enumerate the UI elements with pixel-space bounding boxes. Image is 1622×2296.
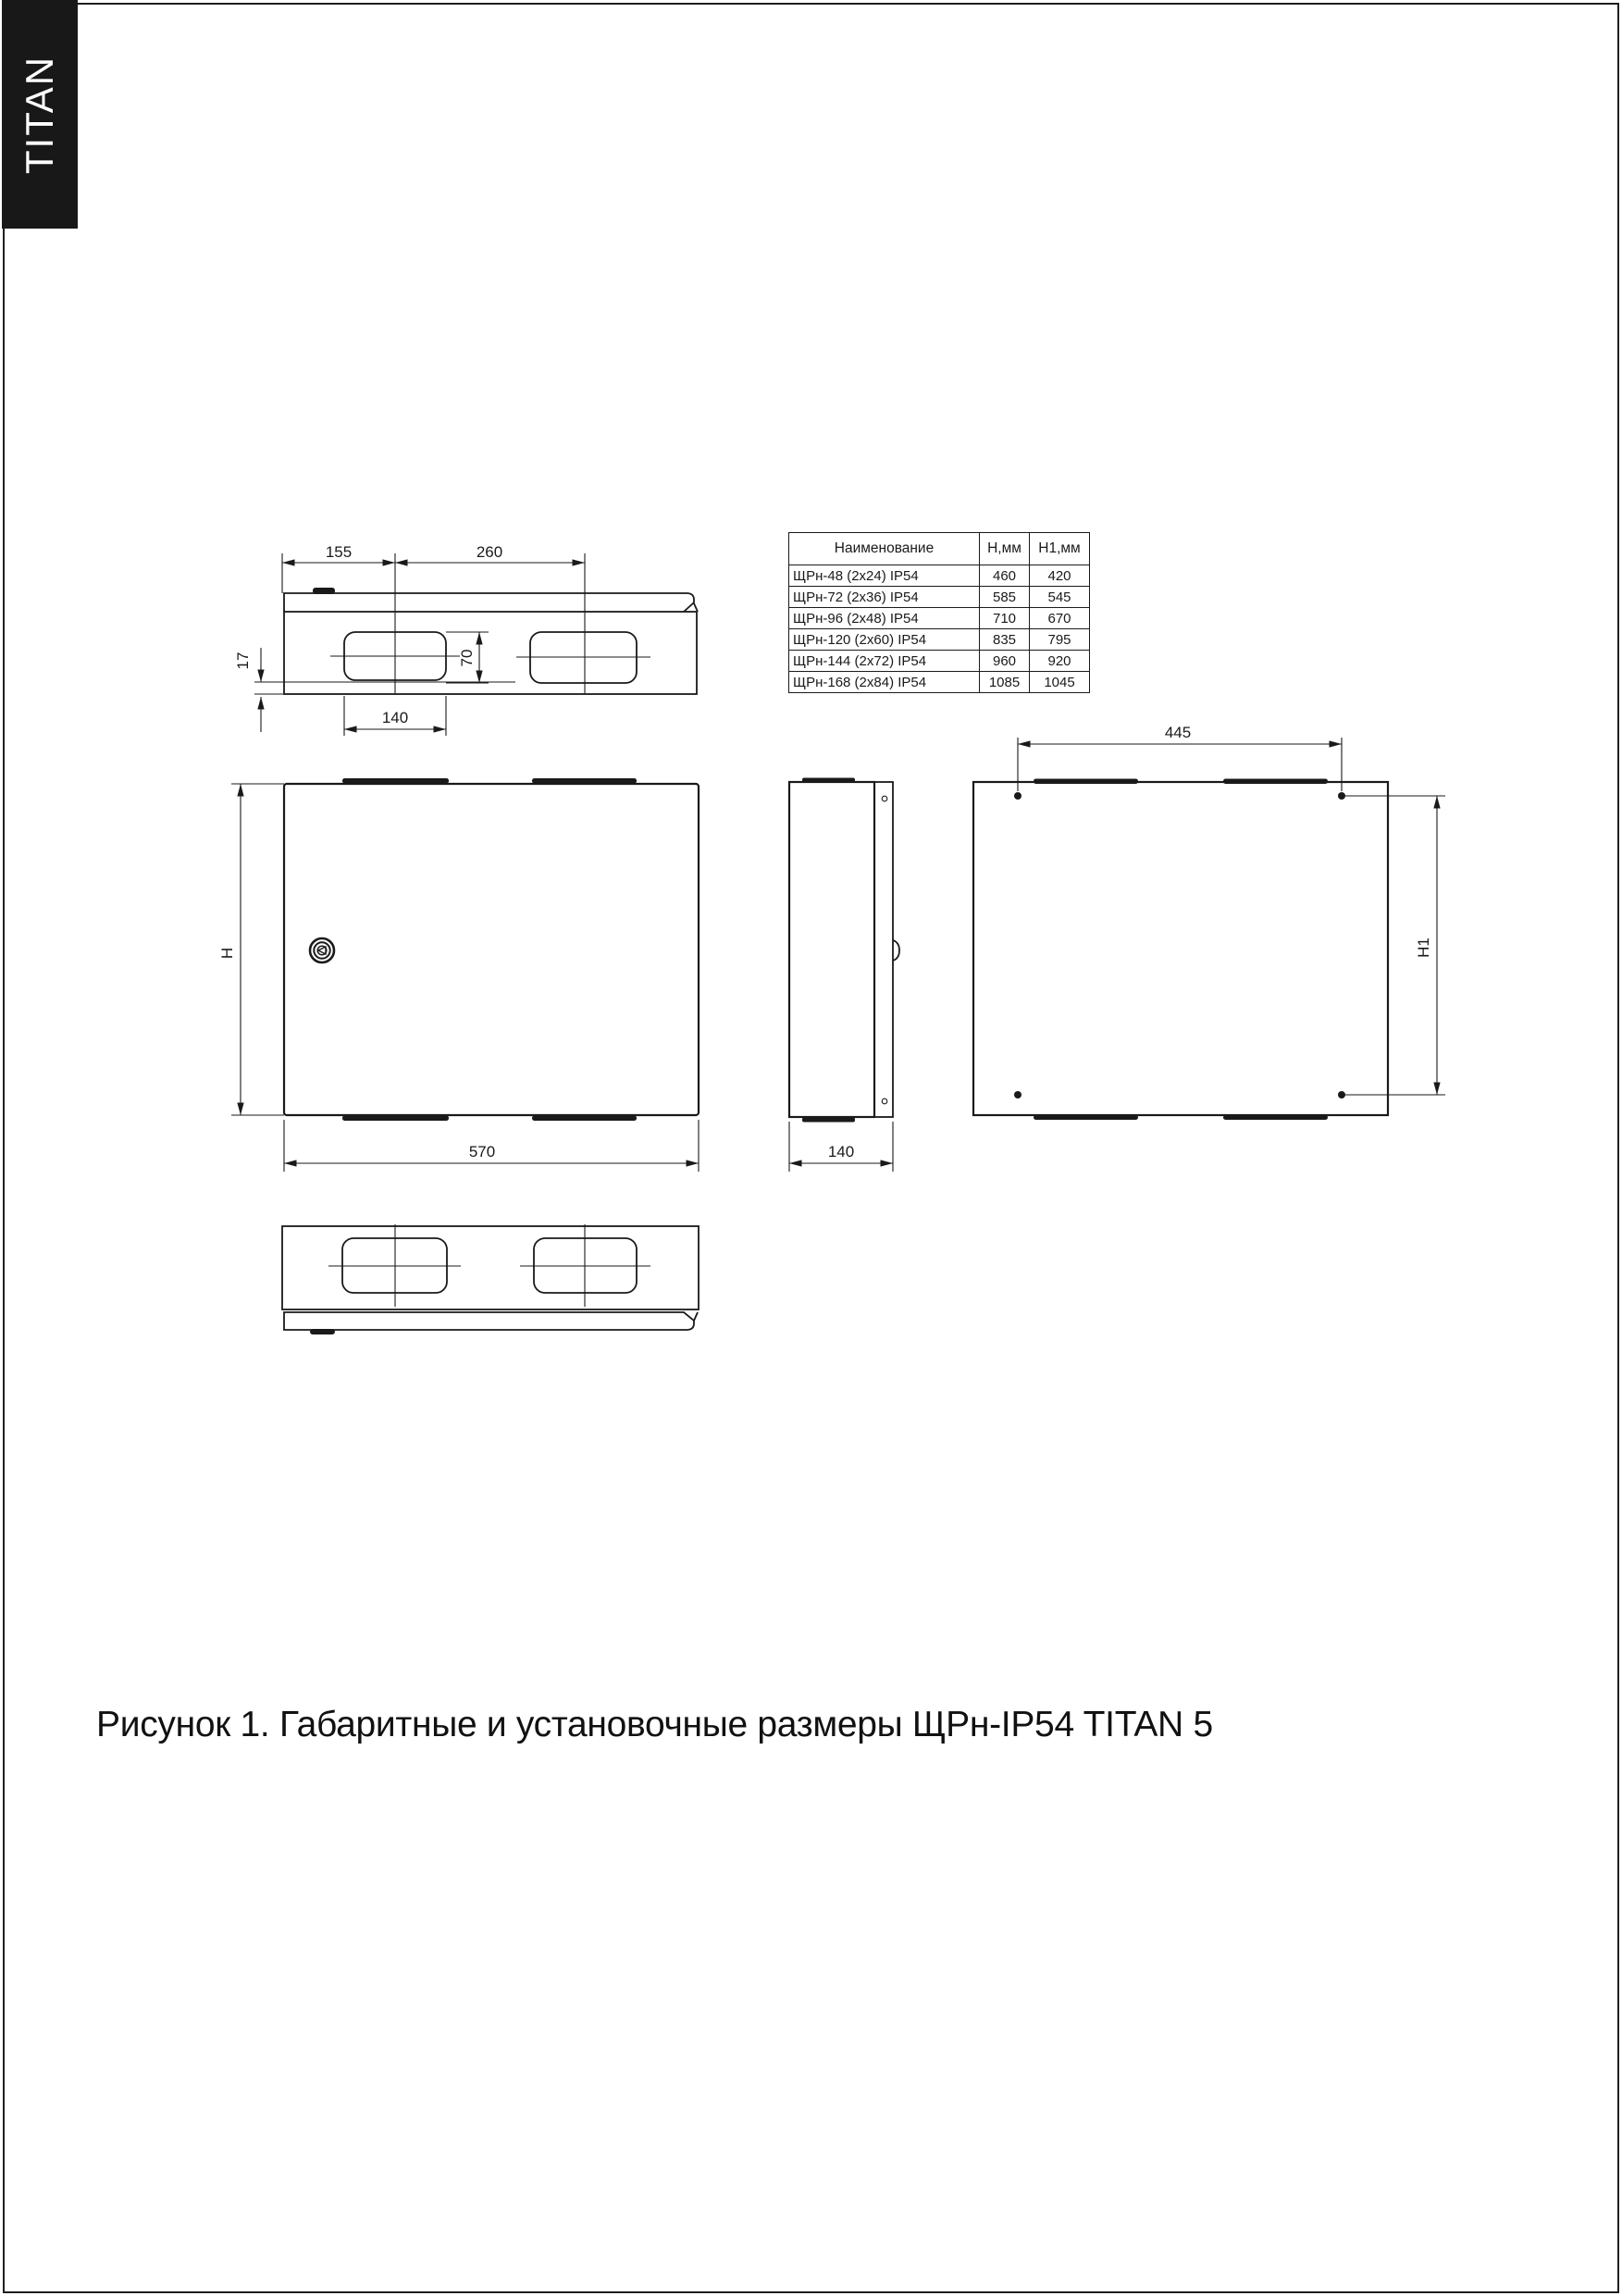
back-view-mount-holes bbox=[1014, 792, 1345, 1098]
table-cell: ЩРн-96 (2x48) IP54 bbox=[789, 608, 980, 629]
table-cell: ЩРн-168 (2x84) IP54 bbox=[789, 672, 980, 693]
side-view-tab-top bbox=[802, 778, 855, 783]
dim-label-260: 260 bbox=[476, 543, 503, 561]
side-view-body bbox=[789, 782, 874, 1117]
front-view-dimensions bbox=[218, 784, 699, 1172]
table-cell: 920 bbox=[1030, 651, 1090, 672]
top-view bbox=[234, 543, 698, 736]
dim-label-570: 570 bbox=[468, 1143, 496, 1160]
top-view-door-notch bbox=[694, 603, 698, 612]
dim-label-155: 155 bbox=[325, 543, 353, 561]
table-header-row bbox=[789, 533, 1090, 565]
bottom-view-crosshairs bbox=[328, 1224, 650, 1307]
table-cell: ЩРн-72 (2x36) IP54 bbox=[789, 587, 980, 608]
table-cell: 585 bbox=[980, 587, 1030, 608]
banner-brand-text: TITAN bbox=[18, 55, 61, 174]
table-row bbox=[789, 608, 1090, 629]
dim-label-70: 70 bbox=[458, 649, 476, 667]
col-header-name: Наименование bbox=[789, 533, 980, 565]
bottom-view-door-notch bbox=[694, 1312, 698, 1321]
table-row bbox=[789, 651, 1090, 672]
bottom-view-door-strip bbox=[284, 1312, 694, 1330]
col-header-h1: Н1,мм bbox=[1030, 533, 1090, 565]
size-table bbox=[788, 532, 1090, 693]
dim-label-H1: H1 bbox=[1415, 937, 1432, 958]
table-cell: 420 bbox=[1030, 565, 1090, 587]
top-view-latch-bump bbox=[313, 588, 335, 594]
front-view-door bbox=[284, 784, 699, 1115]
front-view-tabs bbox=[342, 778, 637, 1121]
table-cell: 1085 bbox=[980, 672, 1030, 693]
dim-label-445: 445 bbox=[1164, 724, 1192, 741]
table-cell: 960 bbox=[980, 651, 1030, 672]
table-cell: 710 bbox=[980, 608, 1030, 629]
col-header-h: Н,мм bbox=[980, 533, 1030, 565]
table-cell: 795 bbox=[1030, 629, 1090, 651]
table-cell: ЩРн-120 (2x60) IP54 bbox=[789, 629, 980, 651]
table-row bbox=[789, 565, 1090, 587]
table-cell: 1045 bbox=[1030, 672, 1090, 693]
table-row bbox=[789, 587, 1090, 608]
dim-label-140-top: 140 bbox=[381, 709, 409, 726]
figure-caption: Рисунок 1. Габаритные и установочные размеры ЩРн-IP54 TITAN 5 bbox=[96, 1705, 1213, 1744]
side-view-dimensions bbox=[789, 1122, 893, 1172]
table-cell: 670 bbox=[1030, 608, 1090, 629]
side-view bbox=[789, 778, 899, 1173]
front-view bbox=[218, 778, 699, 1172]
dim-label-H: H bbox=[218, 947, 236, 960]
door-lock-icon bbox=[310, 938, 334, 962]
bottom-view-latch-bump bbox=[310, 1329, 335, 1334]
back-view-panel bbox=[973, 782, 1388, 1115]
top-view-dimensions bbox=[234, 543, 585, 736]
side-view-tab-bottom bbox=[802, 1118, 855, 1123]
table-row bbox=[789, 629, 1090, 651]
table-cell: ЩРн-48 (2x24) IP54 bbox=[789, 565, 980, 587]
side-view-hole-bottom bbox=[882, 1098, 887, 1104]
side-view-handle bbox=[893, 940, 899, 961]
table-cell: 460 bbox=[980, 565, 1030, 587]
back-view-slots bbox=[1034, 779, 1328, 1121]
dim-label-17: 17 bbox=[234, 652, 252, 670]
side-view-hole-top bbox=[882, 796, 887, 801]
table-row bbox=[789, 672, 1090, 693]
bottom-view bbox=[282, 1224, 699, 1334]
table-cell: ЩРн-144 (2x72) IP54 bbox=[789, 651, 980, 672]
table-cell: 545 bbox=[1030, 587, 1090, 608]
dim-label-140-side: 140 bbox=[827, 1143, 855, 1160]
top-view-door-strip bbox=[284, 593, 694, 612]
side-view-flange bbox=[874, 782, 893, 1117]
table-cell: 835 bbox=[980, 629, 1030, 651]
back-view bbox=[973, 724, 1445, 1120]
